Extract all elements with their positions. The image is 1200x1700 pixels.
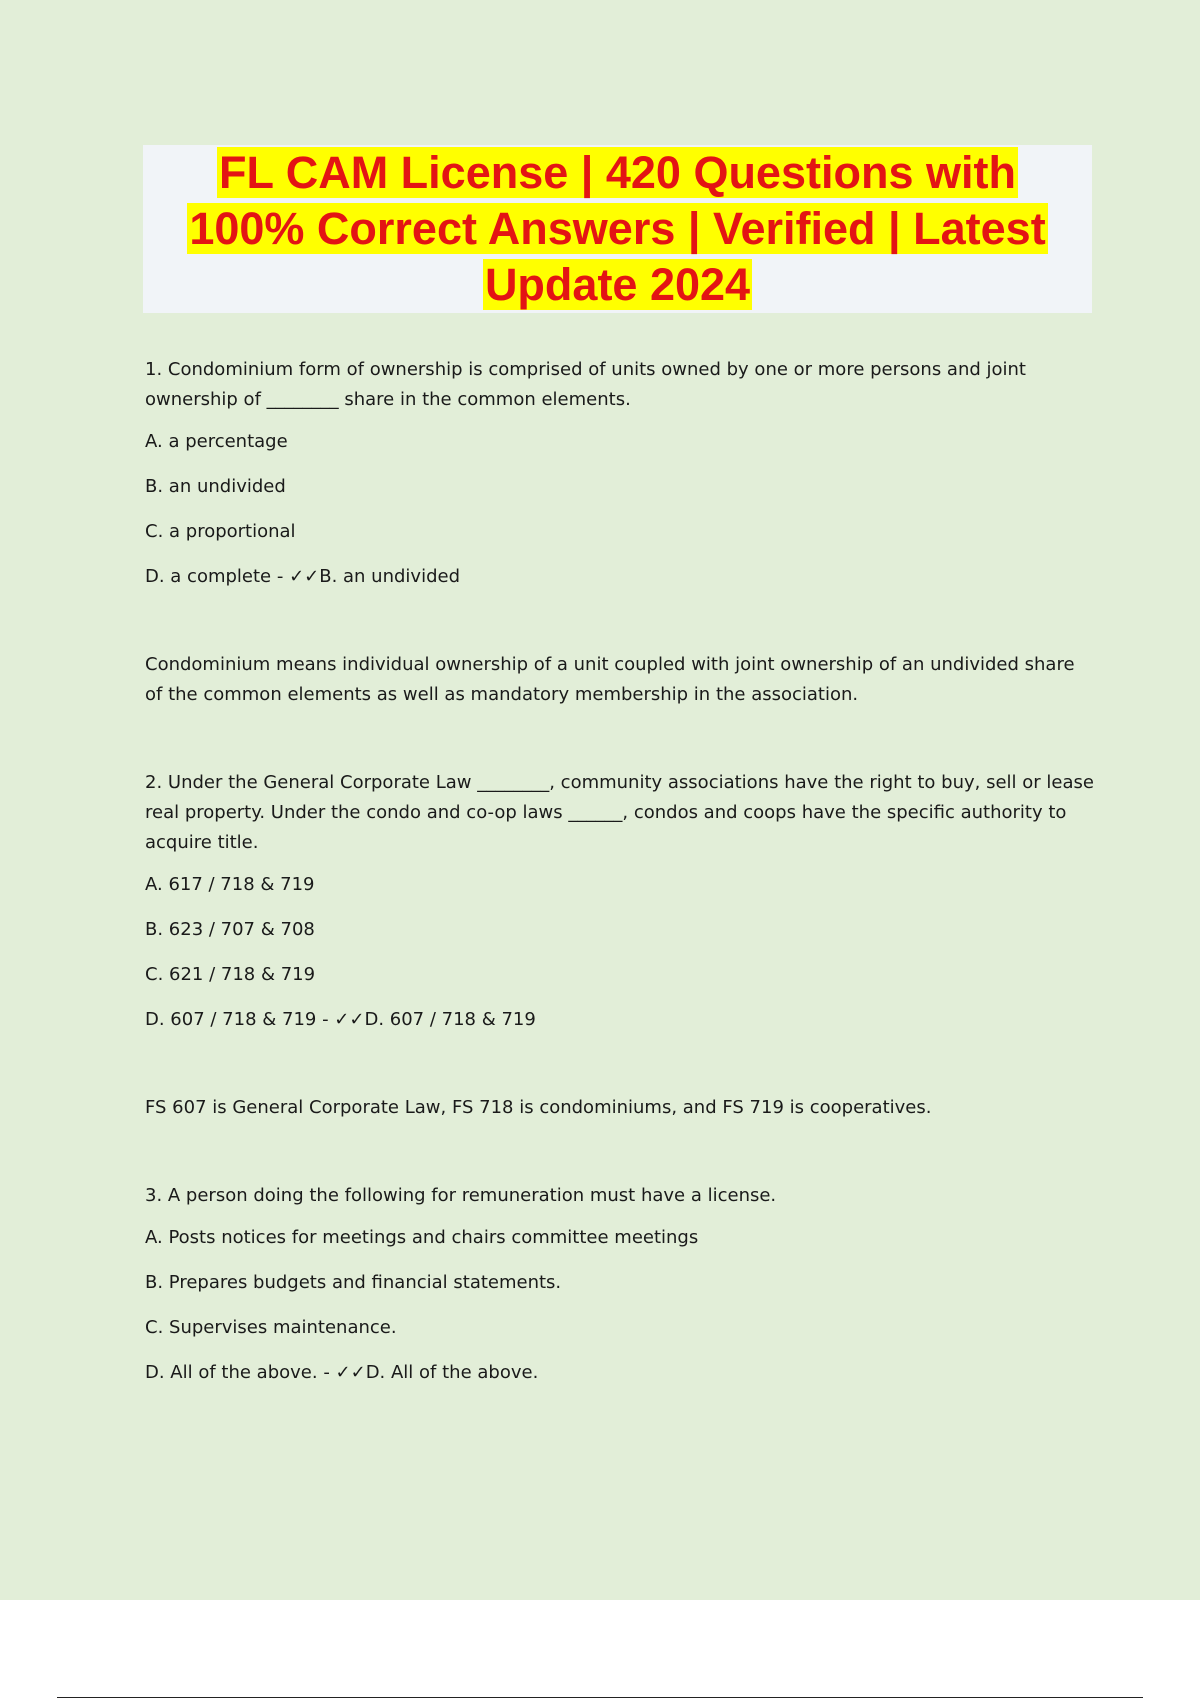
answer-option: C. a proportional xyxy=(145,521,296,542)
answer-option: B. an undivided xyxy=(145,476,286,497)
footer-divider xyxy=(57,1697,1143,1698)
answer-option: C. Supervises maintenance. xyxy=(145,1317,397,1338)
answer-option-with-key: D. 607 / 718 & 719 - ✓✓D. 607 / 718 & 719 xyxy=(145,1009,536,1030)
answer-option-with-key: D. All of the above. - ✓✓D. All of the above. xyxy=(145,1362,539,1383)
answer-option: C. 621 / 718 & 719 xyxy=(145,964,316,985)
question-stem: 3. A person doing the following for remuneration must have a license. xyxy=(145,1185,777,1206)
document-title xyxy=(143,145,1092,313)
question-list xyxy=(145,355,1095,1388)
answer-explanation: FS 607 is General Corporate Law, FS 718 is condominiums, and FS 719 is cooperatives. xyxy=(145,1097,932,1118)
title-line-1: FL CAM License | 420 Questions with xyxy=(219,147,1016,198)
question-block xyxy=(145,355,1095,710)
answer-explanation: Condominium means individual ownership of a unit coupled with joint ownership of an undivided share of the common elements as well as mandatory membership in the association. xyxy=(145,654,1075,705)
answer-option: A. a percentage xyxy=(145,431,288,452)
title-line-2: 100% Correct Answers | Verified | Latest xyxy=(189,203,1046,254)
answer-option: A. Posts notices for meetings and chairs committee meetings xyxy=(145,1227,699,1248)
answer-option-with-key: D. a complete - ✓✓B. an undivided xyxy=(145,566,461,587)
title-line-3: Update 2024 xyxy=(484,259,751,310)
answer-option: A. 617 / 718 & 719 xyxy=(145,874,315,895)
answer-option: B. 623 / 707 & 708 xyxy=(145,919,315,940)
question-stem: 1. Condominium form of ownership is comprised of units owned by one or more persons and joint ownership of ________ share in the common elements. xyxy=(145,359,1026,410)
answer-option: B. Prepares budgets and financial statements. xyxy=(145,1272,562,1293)
question-block xyxy=(145,768,1095,1123)
question-stem: 2. Under the General Corporate Law ________, community associations have the right to buy, sell or lease real property. Under the condo and co-op laws ______, condos and coops have the specific authority to acquire title. xyxy=(145,772,1094,853)
question-block xyxy=(145,1181,1095,1388)
